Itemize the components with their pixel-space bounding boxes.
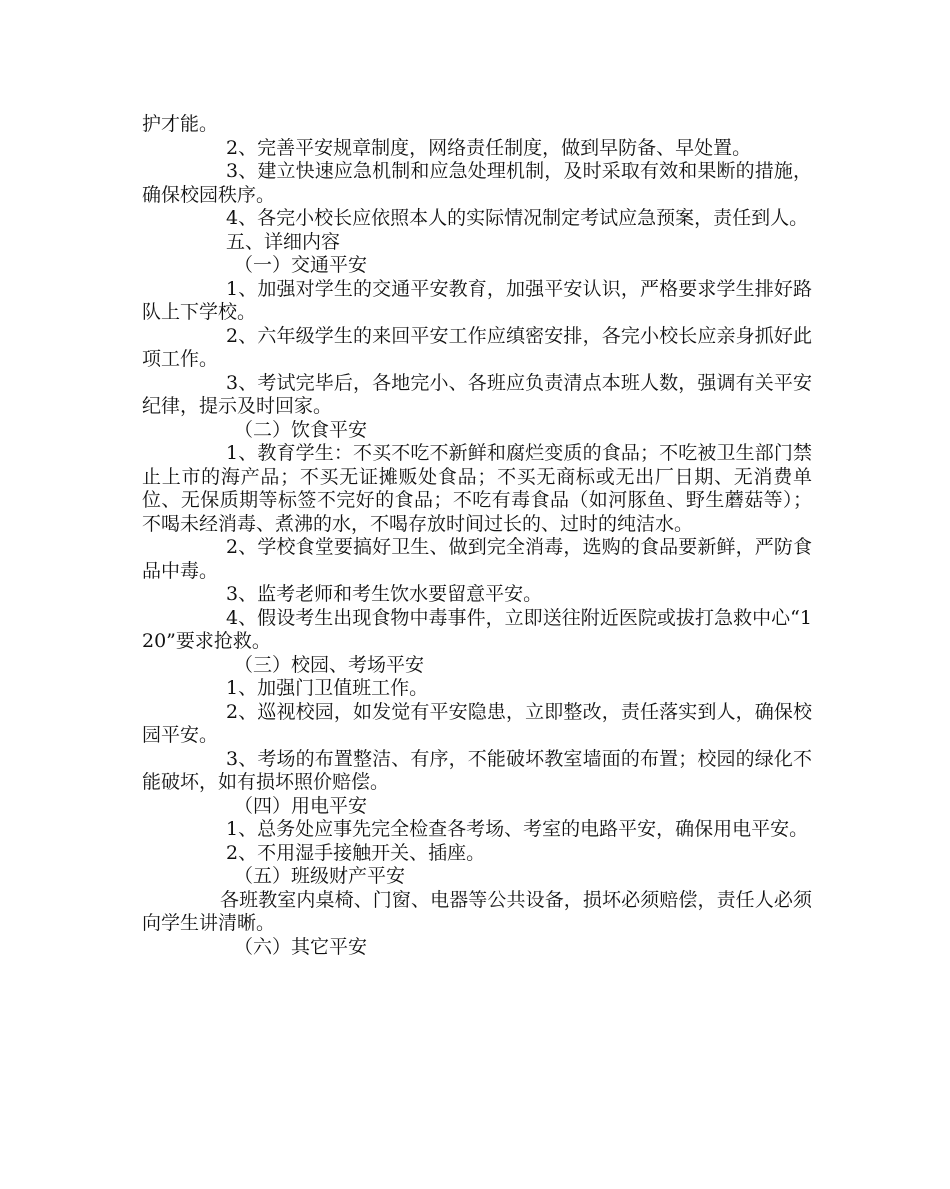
subsection-heading: （三）校园、考场平安 bbox=[234, 653, 425, 676]
subsection-heading: （四）用电平安 bbox=[234, 794, 368, 817]
paragraph-item: 4、各完小校长应依照本人的实际情况制定考试应急预案，责任到人。 bbox=[226, 207, 809, 229]
paragraph-continuation: 护才能。 bbox=[142, 113, 219, 135]
subsection-heading: （一）交通平安 bbox=[234, 254, 368, 276]
paragraph-item: 1、教育学生：不买不吃不新鲜和腐烂变质的食品；不吃被卫生部门禁止上市的海产品；不买无证摊贩处食品；不买无商标或无出厂日期、无消费单位、无保质期等标签不完好的食品；不吃有毒食品（如河豚鱼、野生蘑菇等）；不喝未经消毒、煮沸的水，不喝存放时间过长的、过时的纯洁水。 bbox=[142, 442, 812, 535]
paragraph-item: 2、完善平安规章制度，网络责任制度，做到早防备、早处置。 bbox=[226, 136, 752, 159]
paragraph-item: 2、不用湿手接触开关、插座。 bbox=[226, 841, 486, 864]
paragraph-item: 各班教室内桌椅、门窗、电器等公共设备，损坏必须赔偿，责任人必须向学生讲清晰。 bbox=[142, 888, 812, 934]
subsection-heading: （二）饮食平安 bbox=[234, 418, 368, 441]
paragraph-item: 2、学校食堂要搞好卫生、做到完全消毒，选购的食品要新鲜，严防食品中毒。 bbox=[142, 536, 812, 582]
document-body bbox=[142, 113, 812, 959]
paragraph-item: 3、监考老师和考生饮水要留意平安。 bbox=[226, 583, 543, 605]
subsection-heading: （五）班级财产平安 bbox=[234, 865, 406, 887]
paragraph-item: 4、假设考生出现食物中毒事件，立即送往附近医院或拔打急救中心“120”要求抢救。 bbox=[142, 606, 812, 652]
subsection-heading: （六）其它平安 bbox=[234, 935, 368, 958]
paragraph-item: 1、加强对学生的交通平安教育，加强平安认识，严格要求学生排好路队上下学校。 bbox=[142, 277, 812, 323]
paragraph-item: 1、总务处应事先完全检查各考场、考室的电路平安，确保用电平安。 bbox=[226, 818, 809, 840]
paragraph-item: 1、加强门卫值班工作。 bbox=[226, 677, 429, 699]
paragraph-item: 2、六年级学生的来回平安工作应缜密安排，各完小校长应亲身抓好此项工作。 bbox=[142, 324, 812, 370]
paragraph-item: 3、建立快速应急机制和应急处理机制，及时采取有效和果断的措施，确保校园秩序。 bbox=[142, 160, 812, 206]
paragraph-item: 2、巡视校园，如发觉有平安隐患，立即整改，责任落实到人，确保校园平安。 bbox=[142, 700, 812, 746]
paragraph-item: 3、考试完毕后，各地完小、各班应负责清点本班人数，强调有关平安纪律，提示及时回家。 bbox=[142, 371, 812, 417]
paragraph-item: 3、考场的布置整洁、有序，不能破坏教室墙面的布置；校园的绿化不能破坏，如有损坏照价赔偿。 bbox=[142, 747, 812, 793]
section-heading: 五、详细内容 bbox=[226, 230, 341, 253]
